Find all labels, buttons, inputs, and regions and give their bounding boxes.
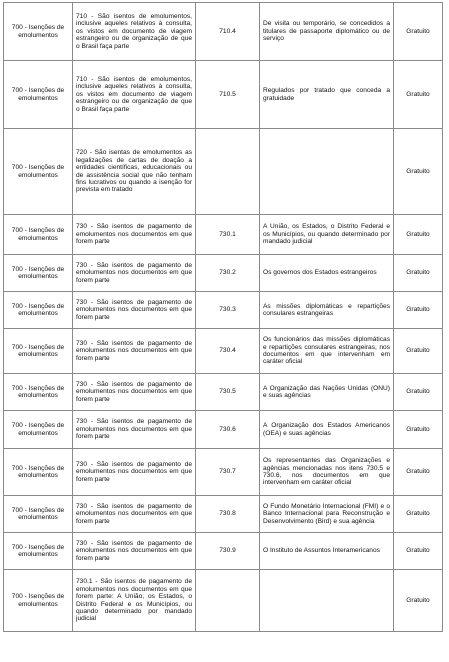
table-row <box>4 215 443 255</box>
description-cell: 730 - São isentos de pagamento de emolumentos nos documentos em que forem parte <box>73 374 196 411</box>
table-row <box>4 255 443 292</box>
table-row <box>4 496 443 533</box>
table-row <box>4 292 443 329</box>
description-cell: 710 - São isentos de emolumentos, inclusive aqueles relativos à consulta, os vistos em documento de viagem estrangeiro ou de organização de que o Brasil faça parte <box>73 61 196 129</box>
code-cell: 730.6 <box>196 411 260 449</box>
description-cell: 730 - São isentos de pagamento de emolumentos nos documentos em que forem parte <box>73 496 196 533</box>
value-cell: Gratuito <box>394 374 443 411</box>
description-cell: 710 - São isentos de emolumentos, inclusive aqueles relativos à consulta, os vistos em documento de viagem estrangeiro ou de organização de que o Brasil faça parte <box>73 3 196 61</box>
description-cell: 720 - São isentas de emolumentos as legalizações de cartas de doação a entidades científicas, educacionais ou de assistência social que não tenham fins lucrativos ou quando a isenção for prevista em tratado <box>73 129 196 215</box>
value-cell: Gratuito <box>394 496 443 533</box>
category-cell: 700 - Isenções de emolumentos <box>4 570 73 632</box>
fees-exemption-table <box>3 2 443 632</box>
detail-cell: Regulados por tratado que conceda a gratuidade <box>260 61 394 129</box>
code-cell: 730.2 <box>196 255 260 292</box>
category-cell: 700 - Isenções de emolumentos <box>4 129 73 215</box>
detail-cell: De visita ou temporário, se concedidos a titulares de passaporte diplomático ou de serviço <box>260 3 394 61</box>
value-cell: Gratuito <box>394 329 443 374</box>
category-cell: 700 - Isenções de emolumentos <box>4 533 73 570</box>
category-cell: 700 - Isenções de emolumentos <box>4 215 73 255</box>
code-cell: 730.7 <box>196 449 260 496</box>
category-cell: 700 - Isenções de emolumentos <box>4 496 73 533</box>
value-cell: Gratuito <box>394 215 443 255</box>
code-cell: 710.4 <box>196 3 260 61</box>
detail-cell: A Organização dos Estados Americanos (OEA) e suas agências <box>260 411 394 449</box>
code-cell: 730.1 <box>196 215 260 255</box>
category-cell: 700 - Isenções de emolumentos <box>4 3 73 61</box>
category-cell: 700 - Isenções de emolumentos <box>4 292 73 329</box>
value-cell: Gratuito <box>394 61 443 129</box>
code-cell: 730.9 <box>196 533 260 570</box>
value-cell: Gratuito <box>394 411 443 449</box>
detail-cell: Os representantes das Organizações e agências mencionadas nos itens 730.5 e 730.6, nos documentos em que intervenham em caráter oficial <box>260 449 394 496</box>
table-row <box>4 411 443 449</box>
detail-cell: Os funcionários das missões diplomáticas e repartições consulares estrangeiras, nos documentos em que intervenham em caráter oficial <box>260 329 394 374</box>
category-cell: 700 - Isenções de emolumentos <box>4 61 73 129</box>
category-cell: 700 - Isenções de emolumentos <box>4 329 73 374</box>
detail-cell <box>260 129 394 215</box>
code-cell <box>196 570 260 632</box>
detail-cell: O Fundo Monetário Internacional (FMI) e o Banco Internacional para Reconstrução e Desenvolvimento (Bird) e sua agência <box>260 496 394 533</box>
table-row <box>4 3 443 61</box>
description-cell: 730 - São isentos de pagamento de emolumentos nos documentos em que forem parte <box>73 215 196 255</box>
code-cell: 730.4 <box>196 329 260 374</box>
value-cell: Gratuito <box>394 129 443 215</box>
description-cell: 730.1 - São isentos de pagamento de emolumentos nos documentos em que forem parte: A União, os Estados, o Distrito Federal e os Municípios, ou quando determinado por mandado judicial <box>73 570 196 632</box>
table-row <box>4 61 443 129</box>
description-cell: 730 - São isentos de pagamento de emolumentos nos documentos em que forem parte <box>73 449 196 496</box>
detail-cell: A União, os Estados, o Distrito Federal e os Municípios, ou quando determinado por mandado judicial <box>260 215 394 255</box>
code-cell <box>196 129 260 215</box>
category-cell: 700 - Isenções de emolumentos <box>4 411 73 449</box>
category-cell: 700 - Isenções de emolumentos <box>4 255 73 292</box>
category-cell: 700 - Isenções de emolumentos <box>4 374 73 411</box>
category-cell: 700 - Isenções de emolumentos <box>4 449 73 496</box>
table-row <box>4 449 443 496</box>
value-cell: Gratuito <box>394 449 443 496</box>
table-row <box>4 374 443 411</box>
detail-cell: As missões diplomáticas e repartições consulares estrangeiras <box>260 292 394 329</box>
detail-cell: Os governos dos Estados estrangeiros <box>260 255 394 292</box>
code-cell: 730.3 <box>196 292 260 329</box>
code-cell: 730.5 <box>196 374 260 411</box>
table-row <box>4 129 443 215</box>
code-cell: 730.8 <box>196 496 260 533</box>
table-row <box>4 570 443 632</box>
value-cell: Gratuito <box>394 292 443 329</box>
value-cell: Gratuito <box>394 255 443 292</box>
description-cell: 730 - São isentos de pagamento de emolumentos nos documentos em que forem parte <box>73 329 196 374</box>
description-cell: 730 - São isentos de pagamento de emolumentos nos documentos em que forem parte <box>73 292 196 329</box>
value-cell: Gratuito <box>394 570 443 632</box>
detail-cell: O Instituto de Assuntos Interamericanos <box>260 533 394 570</box>
detail-cell: A Organização das Nações Unidas (ONU) e suas agências <box>260 374 394 411</box>
description-cell: 730 - São isentos de pagamento de emolumentos nos documentos em que forem parte <box>73 255 196 292</box>
description-cell: 730 - São isentos de pagamento de emolumentos nos documentos em que forem parte <box>73 533 196 570</box>
table-row <box>4 533 443 570</box>
table-row <box>4 329 443 374</box>
table-body <box>4 3 443 632</box>
value-cell: Gratuito <box>394 533 443 570</box>
code-cell: 710.5 <box>196 61 260 129</box>
description-cell: 730 - São isentos de pagamento de emolumentos nos documentos em que forem parte <box>73 411 196 449</box>
value-cell: Gratuito <box>394 3 443 61</box>
detail-cell <box>260 570 394 632</box>
